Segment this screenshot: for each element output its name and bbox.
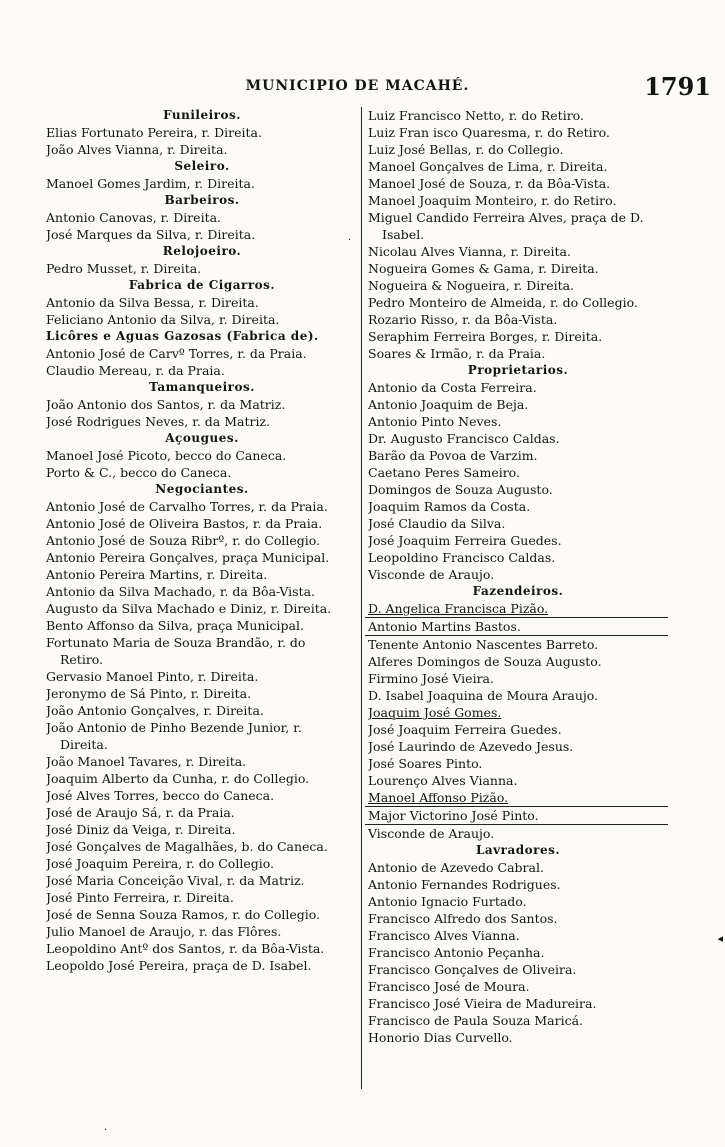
directory-entry: João Antonio de Pinho Bezende Junior, r. [46,720,302,735]
directory-entry: Joaquim Alberto da Cunha, r. do Collegio. [46,771,310,786]
directory-entry: José Joaquim Pereira, r. do Collegio. [46,856,274,871]
directory-entry: Feliciano Antonio da Silva, r. Direita. [46,312,280,327]
directory-entry: Dr. Augusto Francisco Caldas. [368,431,560,446]
directory-entry: Domingos de Souza Augusto. [368,482,553,497]
directory-entry: Leopoldo José Pereira, praça de D. Isabel. [46,958,312,973]
directory-entry: José de Araujo Sá, r. da Praia. [46,805,235,820]
directory-entry: Luiz Fran isco Quaresma, r. do Retiro. [368,125,610,140]
directory-entry: Firmino José Vieira. [368,671,494,686]
entry-continuation: Retiro. [60,652,104,667]
directory-entry: José Rodrigues Neves, r. da Matriz. [46,414,271,429]
directory-entry: João Alves Vianna, r. Direita. [46,142,228,157]
directory-entry: Leopoldino Francisco Caldas. [368,550,556,565]
directory-entry: Barão da Povoa de Varzim. [368,448,538,463]
directory-entry: Pedro Monteiro de Almeida, r. do Collegio. [368,295,638,310]
page-number: 1791 [644,72,711,101]
directory-entry: Antonio Pereira Martins, r. Direita. [46,567,268,582]
section-heading: Barbeiros. [164,193,240,207]
directory-entry: Antonio Martins Bastos. [365,617,668,636]
directory-entry: José Marques da Silva, r. Direita. [46,227,256,242]
directory-entry: José Diniz da Veiga, r. Direita. [46,822,236,837]
directory-entry: Manoel Joaquim Monteiro, r. do Retiro. [368,193,617,208]
entry-continuation: Direita. [60,737,108,752]
column-divider [361,107,362,1089]
directory-entry: Manoel Gomes Jardim, r. Direita. [46,176,255,191]
right-column [368,107,668,1046]
directory-entry: Luiz Francisco Netto, r. do Retiro. [368,108,584,123]
dot-mark: · [104,1125,108,1136]
directory-entry: João Manoel Tavares, r. Direita. [46,754,247,769]
directory-entry: Antonio José de Souza Ribrº, r. do Collegio. [46,533,321,548]
directory-entry: Leopoldino Antº dos Santos, r. da Bôa-Vista. [46,941,325,956]
directory-entry: Seraphim Ferreira Borges, r. Direita. [368,329,603,344]
directory-entry: Miguel Candido Ferreira Alves, praça de D. [368,210,644,225]
directory-entry: Antonio Canovas, r. Direita. [46,210,222,225]
section-heading: Lavradores. [475,843,561,857]
directory-entry: José Joaquim Ferreira Guedes. [368,722,562,737]
directory-entry: Antonio Fernandes Rodrigues. [368,877,561,892]
directory-entry: Manoel José de Souza, r. da Bôa-Vista. [368,176,611,191]
section-heading: Licôres e Aguas Gazosas (Fabrica de). [46,329,319,343]
directory-entry: Bento Affonso da Silva, praça Municipal. [46,618,304,633]
directory-entry: Visconde de Araujo. [368,826,495,841]
directory-entry: José de Senna Souza Ramos, r. do Collegio. [46,907,321,922]
entry-continuation: Isabel. [382,227,425,242]
directory-entry: Porto & C., becco do Caneca. [46,465,232,480]
directory-entry: Antonio da Costa Ferreira. [368,380,537,395]
section-heading: Fazendeiros. [472,584,564,598]
directory-entry: Augusto da Silva Machado e Diniz, r. Direita. [46,601,332,616]
directory-entry: Rozario Risso, r. da Bôa-Vista. [368,312,558,327]
directory-entry: Nogueira Gomes & Gama, r. Direita. [368,261,599,276]
directory-entry: Lourenço Alves Vianna. [368,773,518,788]
directory-entry: Nicolau Alves Vianna, r. Direita. [368,244,571,259]
section-heading: Açougues. [165,431,239,445]
directory-entry: José Alves Torres, becco do Caneca. [46,788,275,803]
directory-entry: Claudio Mereau, r. da Praia. [46,363,225,378]
section-heading: Tamanqueiros. [149,380,255,394]
directory-entry: José Gonçalves de Magalhães, b. do Caneca. [46,839,328,854]
directory-entry: José Maria Conceição Vival, r. da Matriz. [46,873,305,888]
directory-entry: Julio Manoel de Araujo, r. das Flôres. [46,924,282,939]
directory-entry: Antonio José de Carvalho Torres, r. da Praia. [46,499,328,514]
directory-entry: Joaquim José Gomes. [368,705,502,720]
page-header-title: MUNICIPIO DE MACAHÉ. [245,78,470,94]
margin-mark-icon: ◂ [717,932,723,945]
directory-entry: Soares & Irmão, r. da Praia. [368,346,546,361]
directory-entry: José Laurindo de Azevedo Jesus. [368,739,574,754]
directory-entry: Manoel Affonso Pizão. [368,790,509,805]
section-heading: Funileiros. [163,108,241,122]
directory-entry: Major Victorino José Pinto. [365,806,668,825]
directory-entry: Francisco Alfredo dos Santos. [368,911,558,926]
left-column [46,107,358,974]
directory-entry: Antonio Pinto Neves. [368,414,502,429]
directory-entry: Francisco de Paula Souza Maricá. [368,1013,584,1028]
directory-entry: Antonio Joaquim de Beja. [368,397,529,412]
directory-entry: Antonio da Silva Machado, r. da Bôa-Vista. [46,584,316,599]
directory-entry: Elias Fortunato Pereira, r. Direita. [46,125,262,140]
directory-entry: José Pinto Ferreira, r. Direita. [46,890,234,905]
section-heading: Relojoeiro. [162,244,242,258]
directory-entry: Antonio de Azevedo Cabral. [368,860,544,875]
section-heading: Negociantes. [155,482,249,496]
directory-entry: Antonio José de Oliveira Bastos, r. da Praia. [46,516,323,531]
directory-entry: Luiz José Bellas, r. do Collegio. [368,142,564,157]
directory-entry: Joaquim Ramos da Costa. [368,499,531,514]
dot-mark: · [348,235,352,246]
directory-entry: Francisco Alves Vianna. [368,928,520,943]
directory-entry: Manoel Gonçalves de Lima, r. Direita. [368,159,608,174]
directory-entry: D. Isabel Joaquina de Moura Araujo. [368,688,599,703]
directory-entry: Honorio Dias Curvello. [368,1030,513,1045]
directory-entry: Francisco José de Moura. [368,979,530,994]
directory-entry: Fortunato Maria de Souza Brandão, r. do [46,635,306,650]
directory-entry: Alferes Domingos de Souza Augusto. [368,654,602,669]
directory-entry: Jeronymo de Sá Pinto, r. Direita. [46,686,252,701]
directory-entry: José Soares Pinto. [368,756,483,771]
directory-entry: Antonio Pereira Gonçalves, praça Municipal. [46,550,330,565]
directory-entry: Nogueira & Nogueira, r. Direita. [368,278,575,293]
directory-entry: D. Angelica Francisca Pizão. [368,601,549,616]
directory-entry: Tenente Antonio Nascentes Barreto. [368,637,599,652]
directory-entry: Francisco Antonio Peçanha. [368,945,545,960]
section-heading: Proprietarios. [467,363,569,377]
directory-entry: Gervasio Manoel Pinto, r. Direita. [46,669,259,684]
directory-entry: José Joaquim Ferreira Guedes. [368,533,562,548]
directory-entry: Antonio Ignacio Furtado. [368,894,527,909]
directory-entry: Pedro Musset, r. Direita. [46,261,202,276]
section-heading: Fabrica de Cigarros. [128,278,276,292]
directory-entry: José Claudio da Silva. [368,516,506,531]
directory-entry: Visconde de Araujo. [368,567,495,582]
directory-entry: Francisco José Vieira de Madureira. [368,996,597,1011]
section-heading: Seleiro. [174,159,230,173]
directory-entry: Antonio José de Carvº Torres, r. da Praia. [46,346,307,361]
directory-entry: Francisco Gonçalves de Oliveira. [368,962,577,977]
directory-entry: João Antonio Gonçalves, r. Direita. [46,703,264,718]
directory-entry: João Antonio dos Santos, r. da Matriz. [46,397,286,412]
directory-entry: Caetano Peres Sameiro. [368,465,520,480]
directory-entry: Manoel José Picoto, becco do Caneca. [46,448,287,463]
directory-entry: Antonio da Silva Bessa, r. Direita. [46,295,259,310]
